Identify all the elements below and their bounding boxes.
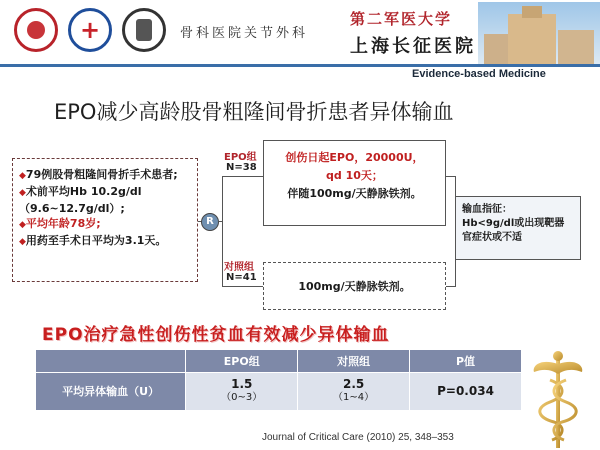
hospital-building-image (478, 2, 600, 64)
results-table (36, 350, 522, 410)
slide-header (0, 0, 600, 66)
connector-line (222, 176, 263, 177)
connector-line (455, 260, 456, 286)
connector-line (446, 286, 456, 287)
epo-frequency-line: qd 10天； (326, 169, 383, 182)
header-divider (0, 64, 600, 67)
randomization-node: R (201, 213, 219, 231)
table-cell-p-value: P=0.034 (410, 372, 522, 410)
transfusion-title: 输血指征： (462, 204, 512, 215)
patient-criteria-box (12, 158, 198, 282)
epo-group-n: N=38 (226, 162, 257, 173)
table-cell-control: 2.5 （1~4） (298, 372, 410, 410)
control-group-label: 对照组 (224, 262, 254, 273)
hospital-name: 上海长征医院 (350, 36, 476, 57)
caduceus-icon (530, 350, 586, 450)
orthopedic-hospital-icon (122, 8, 166, 52)
connector-line (222, 286, 263, 287)
diamond-bullet-icon: ◆ (19, 237, 26, 247)
connector-line (222, 176, 223, 286)
table-header-row (36, 350, 522, 372)
table-header-cell (36, 350, 186, 372)
epo-iron-line: 伴随100mg/天静脉铁剂。 (287, 187, 422, 200)
epo-treatment-box (263, 140, 446, 226)
university-emblem-icon (14, 8, 58, 52)
diamond-bullet-icon: ◆ (19, 188, 26, 198)
table-cell-epo: 1.5 （0~3） (186, 372, 298, 410)
table-header-cell: 对照组 (298, 350, 410, 372)
diamond-bullet-icon: ◆ (19, 220, 26, 230)
criteria-item: ◆平均年龄78岁; (19, 217, 101, 230)
evidence-tag: Evidence-based Medicine (412, 68, 546, 80)
transfusion-criteria-box (455, 196, 581, 260)
department-title: 骨科医院关节外科 (180, 26, 309, 41)
transfusion-text: Hb<9g/dl或出现靶器官症状或不适 (462, 218, 565, 243)
hospital-cross-icon (68, 8, 112, 52)
epo-group-label: EPO组 (224, 152, 257, 163)
criteria-item: ◆术前平均Hb 10.2g/dl（9.6~12.7g/dl）; (19, 185, 142, 215)
conclusion-heading: EPO治疗急性创伤性贫血有效减少异体输血 (42, 325, 390, 345)
criteria-item: ◆用药至手术日平均为3.1天。 (19, 234, 167, 247)
table-header-cell: EPO组 (186, 350, 298, 372)
epo-dose-line: 创伤日起EPO，20000U， (285, 151, 424, 164)
control-group-n: N=41 (226, 272, 257, 283)
table-row (36, 372, 522, 410)
slide-title: EPO减少高龄股骨粗隆间骨折患者异体输血 (54, 100, 454, 124)
criteria-item: ◆79例股骨粗隆间骨折手术患者; (19, 168, 178, 181)
connector-line (455, 176, 456, 196)
diamond-bullet-icon: ◆ (19, 171, 26, 181)
university-name: 第二军医大学 (350, 10, 453, 28)
control-treatment-box: 100mg/天静脉铁剂。 (263, 262, 446, 310)
table-row-label: 平均异体输血（U） (36, 372, 186, 410)
table-header-cell: P值 (410, 350, 522, 372)
citation-reference: Journal of Critical Care (2010) 25, 348–353 (262, 432, 454, 443)
